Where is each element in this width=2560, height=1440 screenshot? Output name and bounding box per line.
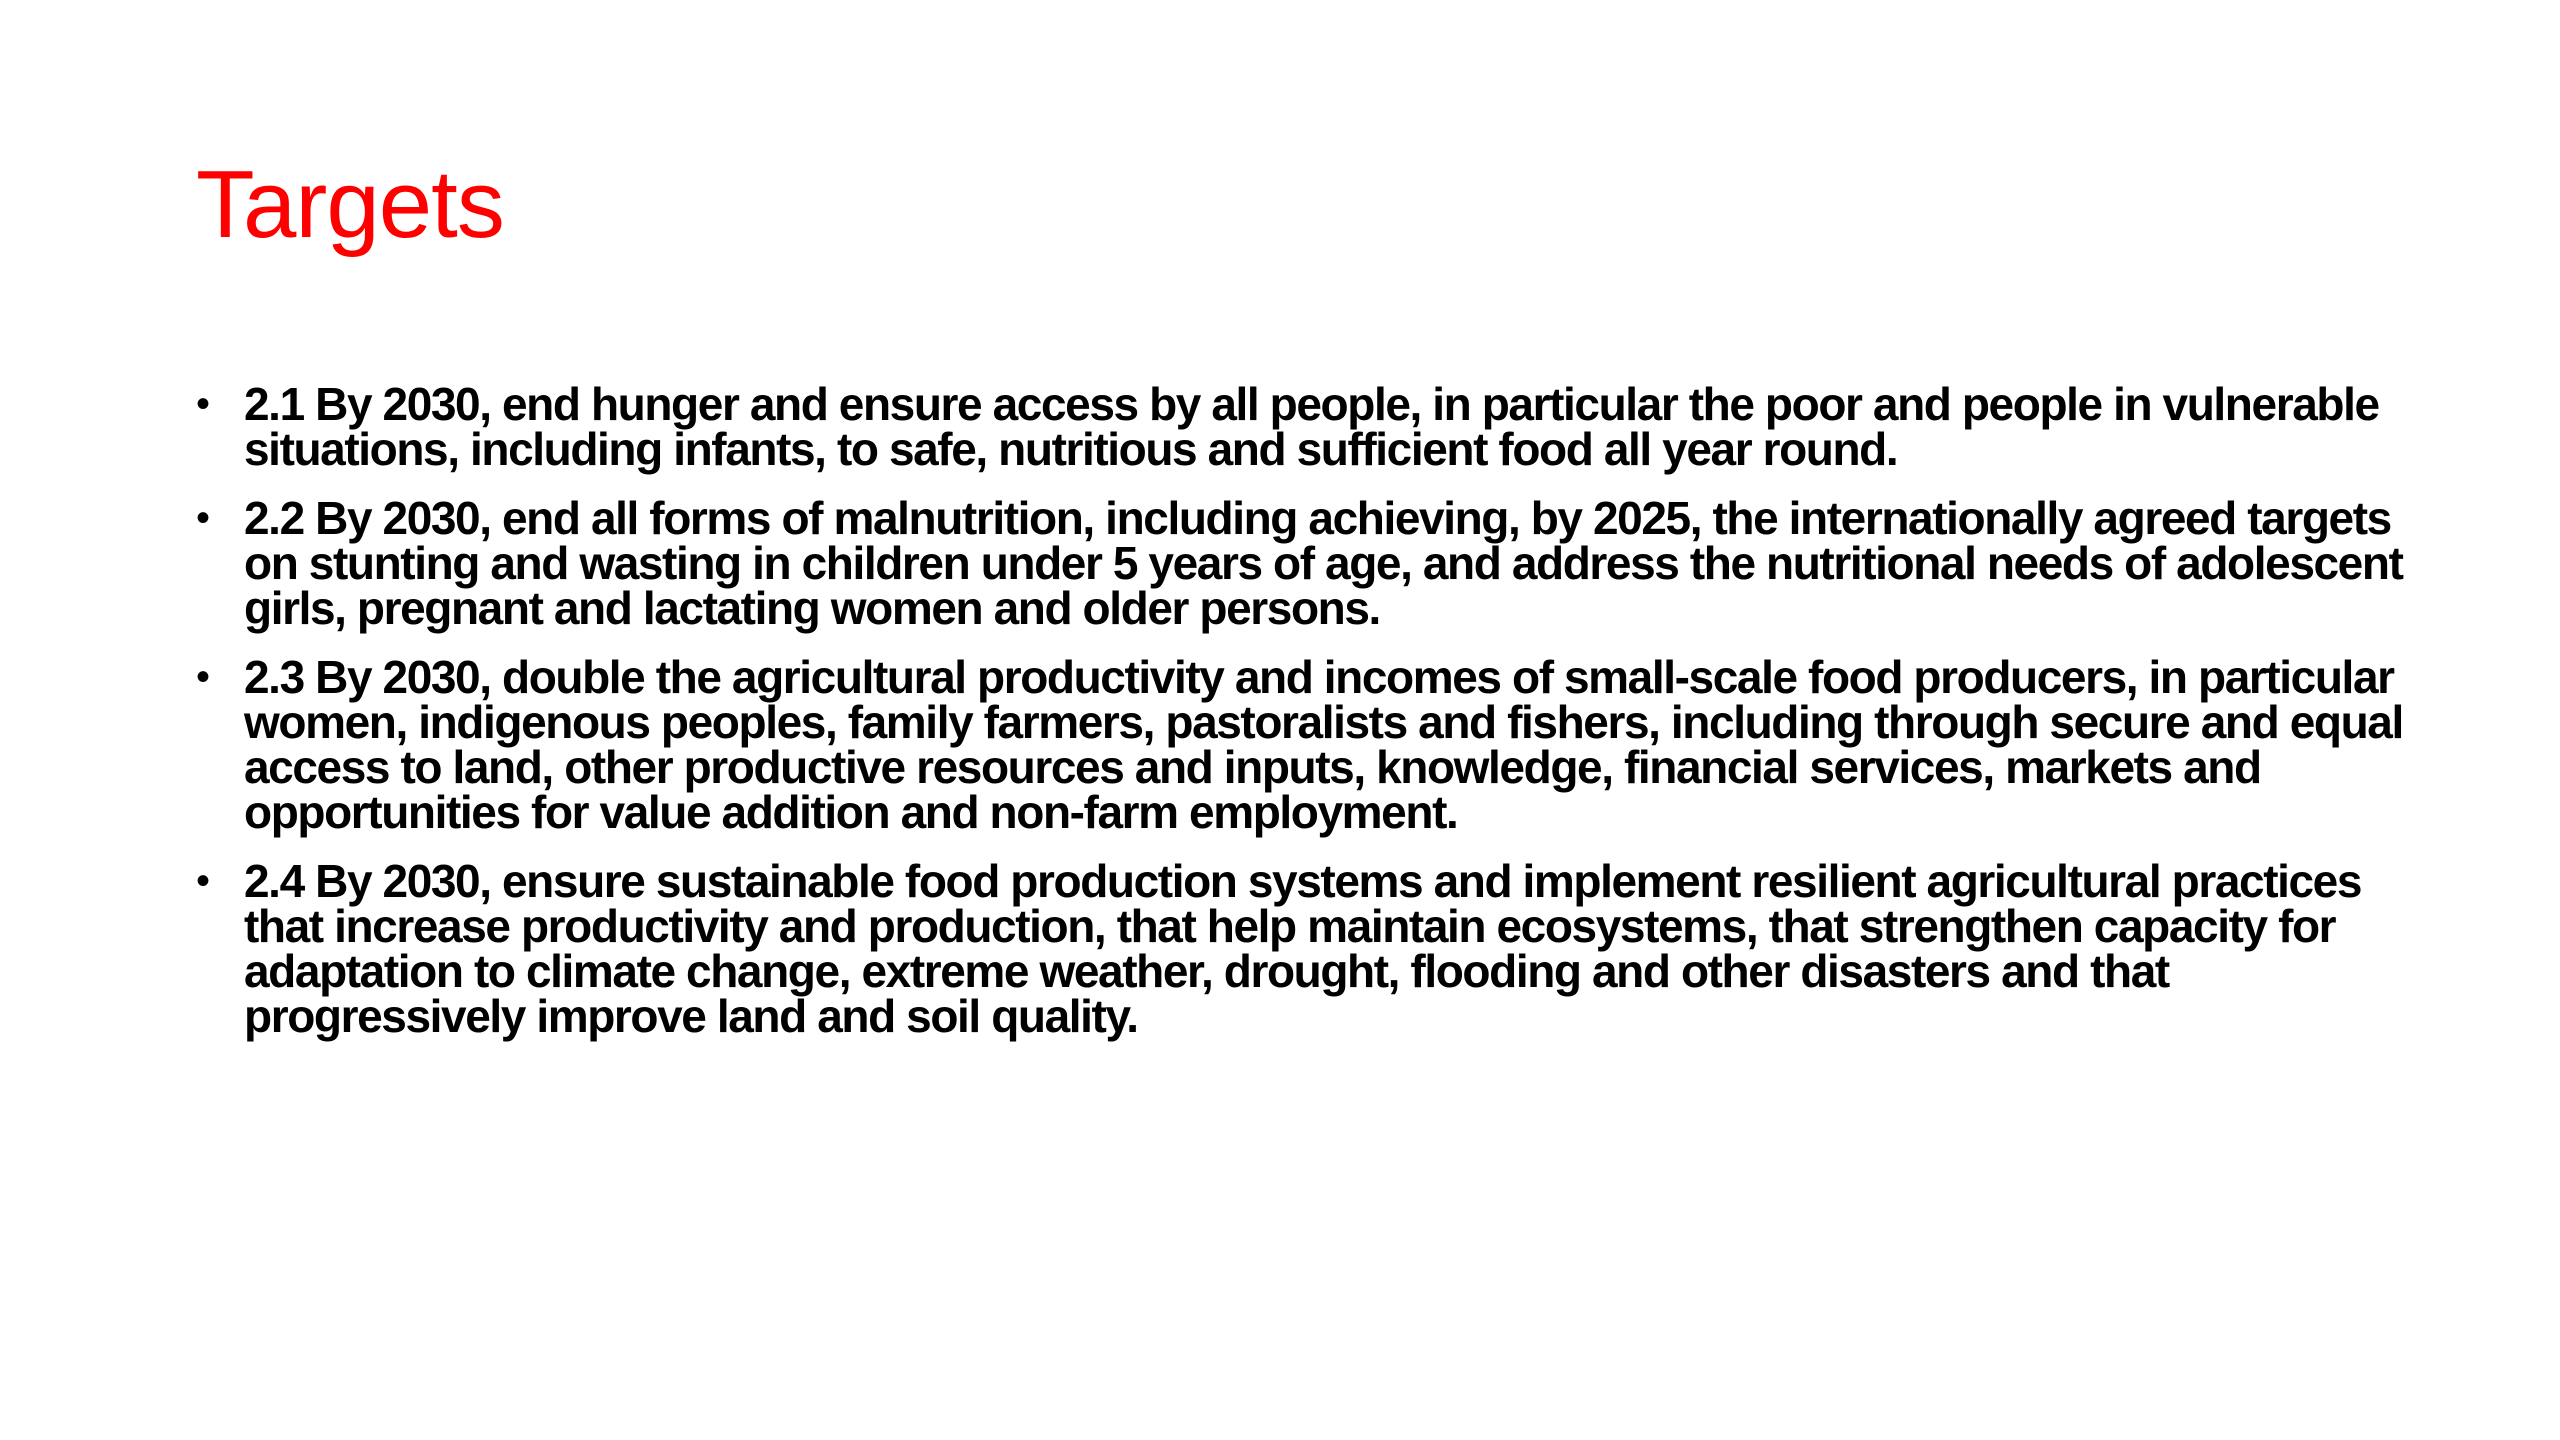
target-list	[196, 378, 2416, 1063]
bullet-icon: •	[196, 655, 211, 699]
target-item	[196, 855, 2416, 1042]
bullet-icon: •	[196, 382, 211, 426]
target-text: 2.3 By 2030, double the agricultural productivity and incomes of small-scale food producers, in particular women, indigenous peoples, family farmers, pastoralists and fishers, including through secure and equal access to land, other productive resources and inputs, knowledge, financial services, markets and opportunities for value addition and non-farm employment.	[244, 651, 2403, 838]
target-text: 2.1 By 2030, end hunger and ensure access by all people, in particular the poor and people in vulnerable situations, including infants, to safe, nutritious and sufficient food all year round.	[244, 378, 2379, 475]
target-item	[196, 492, 2416, 634]
target-text: 2.2 By 2030, end all forms of malnutrition, including achieving, by 2025, the internationally agreed targets on stunting and wasting in children under 5 years of age, and address the nutritional needs of adolescent girls, pregnant and lactating women and older persons.	[244, 492, 2403, 634]
target-item	[196, 651, 2416, 838]
bullet-icon: •	[196, 496, 211, 540]
slide-title: Targets	[196, 151, 504, 258]
bullet-icon: •	[196, 859, 211, 903]
target-item	[196, 378, 2416, 475]
target-text: 2.4 By 2030, ensure sustainable food production systems and implement resilient agricultural practices that increase productivity and production, that help maintain ecosystems, that strengthen capacity for adaptation to climate change, extreme weather, drought, flooding and other disasters and that progressively improve land and soil quality.	[244, 855, 2362, 1042]
